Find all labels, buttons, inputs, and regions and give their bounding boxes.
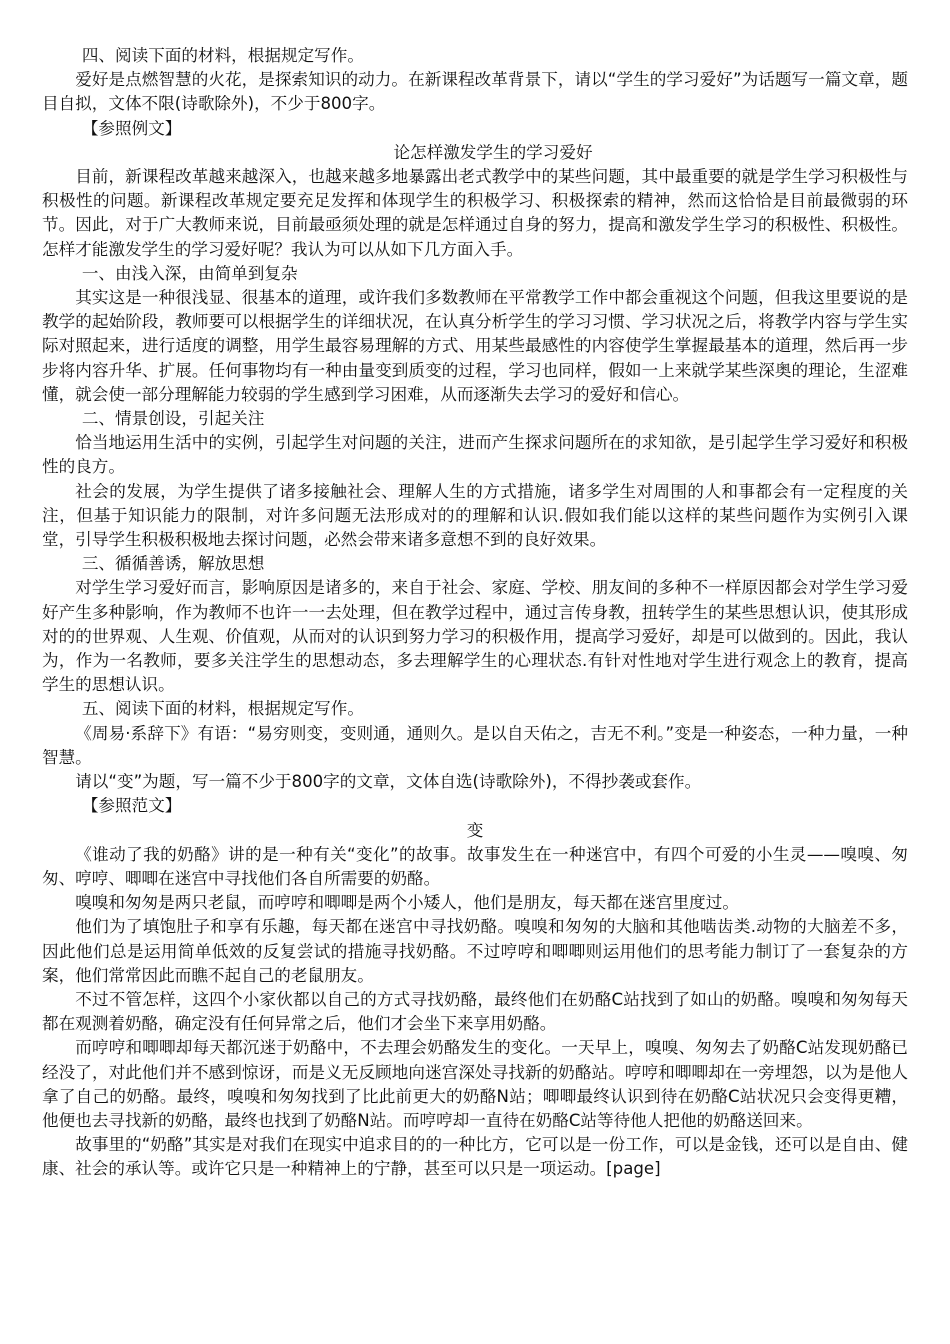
body-paragraph: 目前，新课程改革越来越深入，也越来越多地暴露出老式教学中的某些问题，其中最重要的就是学生学习积极性与积极性的问题。新课程改革规定要充足发挥和体现学生的积极学习、积极探索的精神，然而这恰恰是目前最微弱的环节。因此，对于广大教师来说，目前最亟须处理的就是怎样通过自身的努力，提高和激发学生学习的积极性、积极性。怎样才能激发学生的学习爱好呢？我认为可以从如下几方面入手。 bbox=[42, 167, 908, 259]
body-paragraph: 《谁动了我的奶酪》讲的是一种有关“变化”的故事。故事发生在一种迷宫中，有四个可爱的小生灵——嗅嗅、匆匆、哼哼、唧唧在迷宫中寻找他们各自所需要的奶酪。 bbox=[42, 844, 908, 888]
body-paragraph: 爱好是点燃智慧的火花，是探索知识的动力。在新课程改革背景下，请以“学生的学习爱好”为话题写一篇文章，题目自拟，文体不限(诗歌除外)，不少于800字。 bbox=[42, 70, 908, 114]
body-paragraph: 其实这是一种很浅显、很基本的道理，或许我们多数教师在平常教学工作中都会重视这个问题，但我这里要说的是教学的起始阶段，教师要可以根据学生的详细状况，在认真分析学生的学习习惯、学习状况之后，将教学内容与学生实际对照起来，进行适度的调整，用学生最容易理解的方式、用某些最感性的内容使学生掌握最基本的道理，然后再一步步将内容升华、扩展。任何事物均有一种由量变到质变的过程，学习也同样，假如一上来就学某些深奥的理论，生涩难懂，就会使一部分理解能力较弱的学生感到学习困难，从而逐渐失去学习的爱好和信心。 bbox=[42, 288, 908, 404]
body-paragraph: 故事里的“奶酪”其实是对我们在现实中追求目的的一种比方，它可以是一份工作，可以是金钱，还可以是自由、健康、社会的承认等。或许它只是一种精神上的宁静，甚至可以只是一项运动。[page] bbox=[42, 1135, 908, 1179]
essay-title: 论怎样激发学生的学习爱好 bbox=[393, 142, 593, 162]
section-heading: 三、循循善诱，解放思想 bbox=[81, 554, 265, 574]
reference-label: 【参照范文】 bbox=[81, 796, 182, 816]
reference-label: 【参照例文】 bbox=[81, 118, 182, 138]
section-heading: 二、情景创设，引起关注 bbox=[81, 409, 265, 429]
body-paragraph: 不过不管怎样，这四个小家伙都以自己的方式寻找奶酪，最终他们在奶酪C站找到了如山的奶酪。嗅嗅和匆匆每天都在观测着奶酪，确定没有任何异常之后，他们才会坐下来享用奶酪。 bbox=[42, 989, 908, 1034]
body-paragraph: 恰当地运用生活中的实例，引起学生对问题的关注，进而产生探求问题所在的求知欲，是引起学生学习爱好和积极性的良方。 bbox=[42, 433, 908, 477]
body-paragraph: 社会的发展，为学生提供了诸多接触社会、理解人生的方式措施，诸多学生对周围的人和事都会有一定程度的关注，但基于知识能力的限制，对许多问题无法形成对的的理解和认识.假如我们能以这样的某些问题作为实例引入课堂，引导学生积极积极地去探讨问题，必然会带来诸多意想不到的良好效果。 bbox=[42, 481, 908, 550]
section-heading: 五、阅读下面的材料，根据规定写作。 bbox=[81, 699, 364, 719]
body-paragraph: 嗅嗅和匆匆是两只老鼠，而哼哼和唧唧是两个小矮人，他们是朋友，每天都在迷宫里度过。 bbox=[75, 893, 739, 913]
body-paragraph: 对学生学习爱好而言，影响原因是诸多的，来自于社会、家庭、学校、朋友间的多种不一样原因都会对学生学习爱好产生多种影响，作为教师不也许一一去处理，但在教学过程中，通过言传身教，扭转学生的某些思想认识，使其形成对的的世界观、人生观、价值观，从而对的认识到努力学习的积极作用，提高学习爱好，却是可以做到的。因此，我认为，作为一名教师，要多关注学生的思想动态，多去理解学生的心理状态.有针对性地对学生进行观念上的教育，提高学生的思想认识。 bbox=[42, 578, 908, 695]
body-paragraph: 而哼哼和唧唧却每天都沉迷于奶酪中，不去理会奶酪发生的变化。一天早上，嗅嗅、匆匆去了奶酪C站发现奶酪已经没了，对此他们并不感到惊讶，而是义无反顾地向迷宫深处寻找新的奶酪站。哼哼和唧唧却在一旁埋怨，以为是他人拿了自己的奶酪。最终，嗅嗅和匆匆找到了比此前更大的奶酪N站；唧唧最终认识到待在奶酪C站状况只会变得更糟，他便也去寻找新的奶酪，最终也找到了奶酪N站。而哼哼却一直待在奶酪C站等待他人把他的奶酪送回来。 bbox=[42, 1038, 908, 1130]
body-paragraph: 请以“变”为题，写一篇不少于800字的文章，文体自选(诗歌除外)，不得抄袭或套作。 bbox=[75, 772, 702, 792]
body-paragraph: 《周易·系辞下》有语：“易穷则变，变则通，通则久。是以自天佑之，吉无不利。”变是一种姿态，一种力量，一种智慧。 bbox=[42, 723, 908, 767]
document-body bbox=[42, 44, 908, 1182]
section-heading: 一、由浅入深，由简单到复杂 bbox=[81, 263, 298, 283]
body-paragraph: 他们为了填饱肚子和享有乐趣，每天都在迷宫中寻找奶酪。嗅嗅和匆匆的大脑和其他啮齿类.动物的大脑差不多，因此他们总是运用简单低效的反复尝试的措施寻找奶酪。不过哼哼和唧唧则运用他们的思考能力制订了一套复杂的方案，他们常常因此而瞧不起自己的老鼠朋友。 bbox=[42, 917, 908, 985]
section-heading: 四、阅读下面的材料，根据规定写作。 bbox=[81, 46, 364, 65]
essay-title: 变 bbox=[466, 820, 484, 840]
